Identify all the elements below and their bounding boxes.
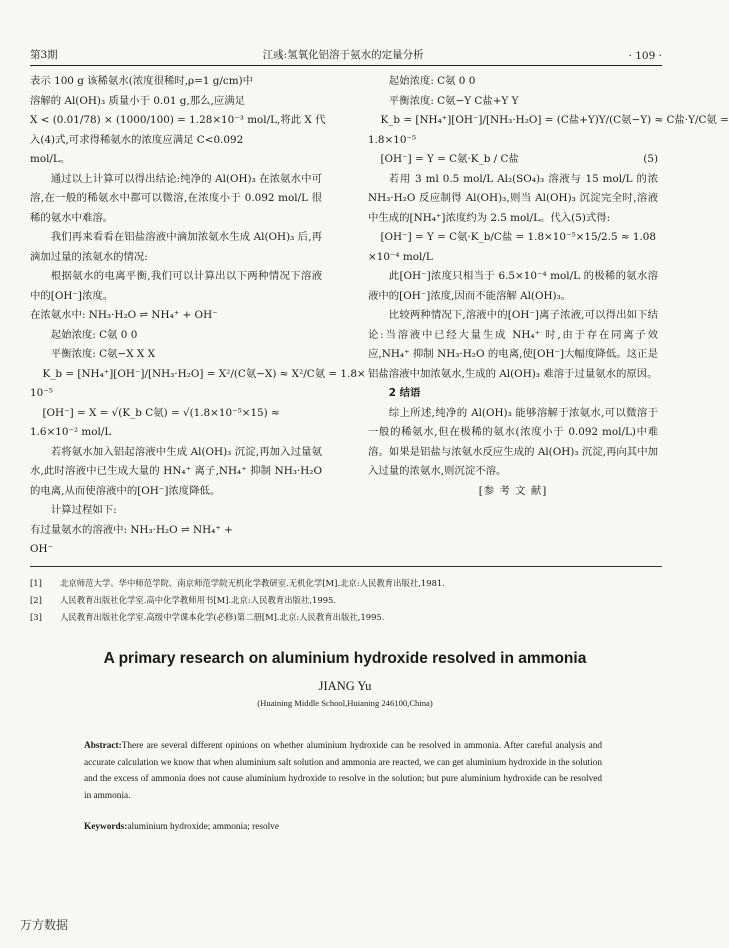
paragraph: 比较两种情况下,溶液中的[OH⁻]离子浓液,可以得出如下结论:当溶液中已经大量生成 NH₄⁺ 时,由于存在同离子效应,NH₄⁺ 抑制 NH₃·H₂O 的电离,使[OH⁻]大幅度降低。这正是铝盐溶液中加浓氨水,生成的 Al(OH)₃ 难溶于过量氨水的原因。 xyxy=(368,309,658,380)
abstract-label: Abstract: xyxy=(84,741,122,751)
paragraph: 根据氨水的电离平衡,我们可以计算出以下两种情况下溶液中的[OH⁻]浓度。 xyxy=(30,270,322,302)
paragraph: 通过以上计算可以得出结论:纯净的 Al(OH)₃ 在浓氨水中可溶,在一般的稀氨水中都可以微溶,在浓度小于 0.092 mol/L 很稀的氨水中难溶。 xyxy=(30,172,322,224)
references-list xyxy=(30,566,662,626)
english-author: JIANG Yu xyxy=(318,679,372,693)
text-line: 起始浓度: C氨 0 0 xyxy=(50,328,138,341)
text-line: 1.6×10⁻² mol/L xyxy=(30,426,112,438)
keywords-text: aluminium hydroxide; ammonia; resolve xyxy=(127,822,279,832)
english-keywords xyxy=(84,822,602,832)
numbered-equation: [OH⁻] = Y = C氨·K_b / C盐 (5) xyxy=(368,150,658,170)
reference-text: 北京师范大学、华中师范学院、南京师范学院无机化学教研室.无机化学[M].北京:人民教育出版社,1981. xyxy=(60,578,445,588)
text-line: 溶解的 Al(OH)₃ 质量小于 0.01 g,那么,应满足 xyxy=(30,94,245,107)
text-line: 10⁻⁵ xyxy=(30,387,53,399)
running-header xyxy=(30,48,662,66)
reference-item xyxy=(30,575,662,592)
section-heading: 2 结语 xyxy=(388,387,421,399)
equation: K_b = [NH₄⁺][OH⁻]/[NH₃·H₂O] = X²/(C氨−X) ≈ X²/C氨 = 1.8× xyxy=(42,367,366,380)
keywords-label: Keywords: xyxy=(84,822,128,832)
text-line: 表示 100 g 该稀氨水(浓度很稀时,ρ=1 g/cm)中 xyxy=(30,75,254,87)
abstract-text: There are several different opinions on whether aluminium hydroxide can be resolved in ammonia. After careful analysis and accurate calculation we know that when aluminium salt solution and ammonia are reacted, we can get aluminium hydroxide in the solution and the excess of ammonia does not cause aluminium hydroxide to resolve in the solution; but pure aluminium hydroxide can be resolved in ammonia. xyxy=(84,741,602,801)
references-heading: [参 考 文 献] xyxy=(478,484,548,497)
left-text-column xyxy=(30,72,366,560)
reference-number: [2] xyxy=(30,595,42,605)
watermark-text: 万方数据 xyxy=(20,918,69,932)
text-line: ×10⁻⁴ mol/L xyxy=(368,250,433,263)
page-number: · 109 · xyxy=(628,50,662,62)
text-line: 在浓氨水中: NH₃·H₂O ⇌ NH₄⁺ + OH⁻ xyxy=(30,309,218,321)
text-line: 平衡浓度: C氨−X X X xyxy=(50,348,156,360)
article-running-title: 江彧:氢氧化铝溶于氨水的定量分析 xyxy=(262,49,424,61)
english-affiliation: (Huaining Middle School,Huianing 246100,China) xyxy=(257,698,433,708)
paragraph: 若将氨水加入铝起溶液中生成 Al(OH)₃ 沉淀,再加入过量氨水,此时溶液中已生成大量的 HN₄⁺ 离子,NH₄⁺ 抑制 NH₃·H₂O 的电离,从而使溶液中的[OH⁻]浓度降低。 xyxy=(30,445,322,497)
right-text-column xyxy=(368,72,729,501)
equation-number: (5) xyxy=(643,153,658,165)
paragraph: 此[OH⁻]浓度只相当于 6.5×10⁻⁴ mol/L 的极稀的氨水溶液中的[OH⁻]浓度,因而不能溶解 Al(OH)₃。 xyxy=(368,270,658,302)
paragraph: 我们再来看看在铝盐溶液中滴加浓氨水生成 Al(OH)₃ 后,再滴加过量的浓氨水的情况: xyxy=(30,231,322,263)
paragraph: 综上所述,纯净的 Al(OH)₃ 能够溶解于浓氨水,可以微溶于一般的稀氨水,但在极稀的氨水(浓度小于 0.092 mol/L)中难溶。如果是铝盐与浓氨水反应生成的 Al(OH)₃ 沉淀,再向其中加入过量的浓氨水,则沉淀不溶。 xyxy=(368,406,658,477)
reference-number: [1] xyxy=(30,578,42,588)
issue-label: 第3期 xyxy=(30,49,58,61)
equation: [OH⁻] = Y = C氨·K_b/C盐 = 1.8×10⁻⁵×15/2.5 ≈ 1.08 xyxy=(380,231,657,243)
text-line: 有过量氨水的溶液中: NH₃·H₂O ⇌ NH₄⁺ + xyxy=(30,523,233,536)
text-line: 起始浓度: C氨 0 0 xyxy=(388,75,476,87)
reference-number: [3] xyxy=(30,612,42,622)
text-line: X < (0.01/78) × (1000/100) = 1.28×10⁻³ mol/L,将此 X 代 xyxy=(30,114,326,126)
text-line: 1.8×10⁻⁵ xyxy=(368,133,417,146)
reference-item xyxy=(30,592,662,609)
text-line: 平衡浓度: C氨−Y C盐+Y Y xyxy=(388,94,519,107)
reference-text: 人民教育出版社化学室.高级中学课本化学(必修)第二册[M].北京:人民教育出版社,1995. xyxy=(60,612,385,622)
reference-text: 人民教育出版社化学室.高中化学教师用书[M].北京:人民教育出版社,1995. xyxy=(60,595,337,605)
equation: K_b = [NH₄⁺][OH⁻]/[NH₃·H₂O] = (C盐+Y)Y/(C氨−Y) ≈ C盐·Y/C氨 = xyxy=(380,114,729,126)
text-line: OH⁻ xyxy=(30,543,54,555)
english-abstract xyxy=(84,738,602,804)
equation: [OH⁻] = X = √(K_b C氨) = √(1.8×10⁻⁵×15) ≈ xyxy=(42,406,280,419)
english-title: A primary research on aluminium hydroxide resolved in ammonia xyxy=(103,650,587,667)
text-line: mol/L。 xyxy=(30,153,71,165)
text-line: 计算过程如下: xyxy=(50,504,117,516)
reference-item xyxy=(30,609,662,626)
paragraph: 若用 3 ml 0.5 mol/L Al₂(SO₄)₃ 溶液与 15 mol/L 的浓 NH₃·H₂O 反应制得 Al(OH)₃,则当 Al(OH)₃ 沉淀完全时,溶液中生成的[NH₄⁺]浓度约为 2.5 mol/L。代入(5)式得: xyxy=(368,172,658,224)
text-line: 入(4)式,可求得稀氨水的浓度应满足 C<0.092 xyxy=(30,133,244,146)
